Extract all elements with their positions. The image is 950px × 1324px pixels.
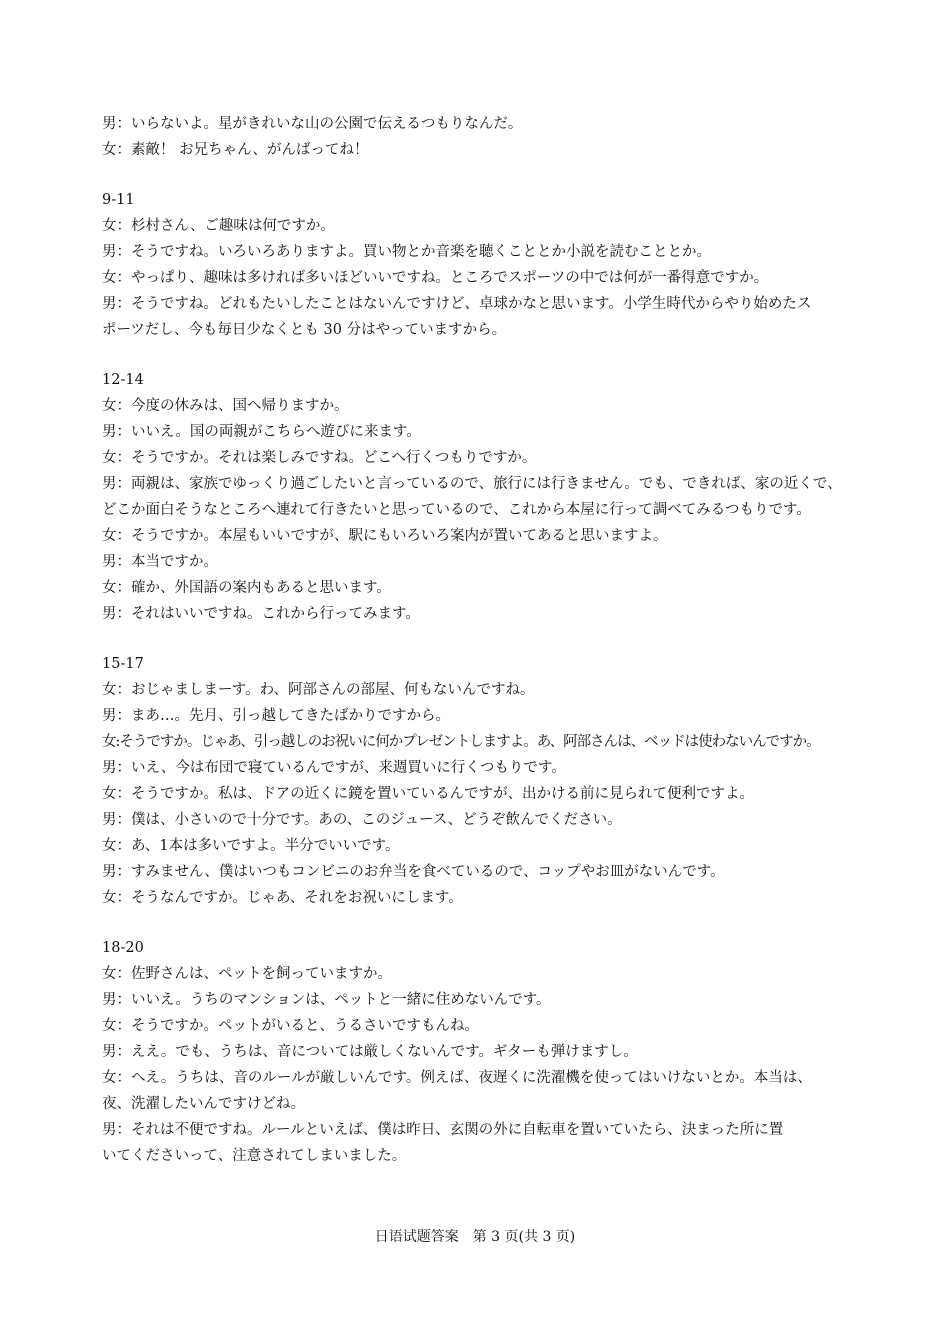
dialogue-line: 女：そうなんですか。じゃあ、それをお祝いにします。 <box>102 890 463 906</box>
dialogue-line: 女：あ、1本は多いですよ。半分でいいです。 <box>102 838 400 854</box>
dialogue-line: 女：確か、外国語の案内もあると思います。 <box>102 580 391 596</box>
dialogue-line: 男：いいえ。うちのマンションは、ペットと一緒に住めないんです。 <box>102 992 551 1008</box>
dialogue-line: 女：そうですか。それは楽しみですね。どこへ行くつもりですか。 <box>102 450 537 466</box>
dialogue-line: 女:そうですか。じゃあ、引っ越しのお祝いに何かプレゼントしますよ。あ、阿部さんは、ベッドは使わないんですか。 <box>102 734 820 750</box>
dialogue-line: 男：それは不便ですね。ルールといえば、僕は昨日、玄関の外に自転車を置いていたら、決まった所に置 <box>102 1122 784 1138</box>
page-footer: 日语试题答案 第 3 页(共 3 页) <box>374 1229 576 1245</box>
dialogue-line: どこか面白そうなところへ連れて行きたいと思っているので、これから本屋に行って調べてみるつもりです。 <box>102 502 811 518</box>
dialogue-line: 男：そうですね。いろいろありますよ。買い物とか音楽を聴くこととか小説を読むこととか。 <box>102 244 711 260</box>
dialogue-line: 男：いらないよ。星がきれいな山の公園で伝えるつもりなんだ。 <box>102 116 523 132</box>
dialogue-line: 女：素敵！ お兄ちゃん、がんばってね！ <box>102 142 369 158</box>
dialogue-line: 男：ええ。でも、うちは、音については厳しくないんです。ギターも弾けますし。 <box>102 1044 638 1060</box>
section-label: 18-20 <box>102 940 144 956</box>
section-15-17 <box>102 651 862 911</box>
dialogue-line: 女：今度の休みは、国へ帰りますか。 <box>102 398 349 414</box>
section-label: 15-17 <box>102 656 144 672</box>
dialogue-line: 男：そうですね。どれもたいしたことはないんですけど、卓球かなと思います。小学生時代からやり始めたス <box>102 296 812 312</box>
dialogue-line: 男：いえ、今は布団で寝ているんですが、来週買いに行くつもりです。 <box>102 760 566 776</box>
dialogue-line: 男：まあ…。先月、引っ越してきたばかりですから。 <box>102 708 450 724</box>
dialogue-line: 女：そうですか。本屋もいいですが、駅にもいろいろ案内が置いてあると思いますよ。 <box>102 528 668 544</box>
dialogue-line: ポーツだし、今も毎日少なくとも 30 分はやっていますから。 <box>102 322 507 338</box>
dialogue-line: 男：すみません、僕はいつもコンビニのお弁当を食べているので、コップやお皿がないんです。 <box>102 864 725 880</box>
section-label: 12-14 <box>102 372 144 388</box>
intro-block <box>102 111 862 163</box>
document-body <box>102 111 862 1169</box>
dialogue-line: 男：両親は、家族でゆっくり過ごしたいと言っているので、旅行には行きません。でも、できれば、家の近くで、 <box>102 476 842 492</box>
dialogue-line: 夜、洗濯したいんですけどね。 <box>102 1096 305 1112</box>
section-9-11 <box>102 187 862 343</box>
dialogue-line: 女：そうですか。ペットがいると、うるさいですもんね。 <box>102 1018 479 1034</box>
dialogue-line: 女：へえ。うちは、音のルールが厳しいんです。例えば、夜遅くに洗濯機を使ってはいけないとか。本当は、 <box>102 1070 812 1086</box>
dialogue-line: 女：やっぱり、趣味は多ければ多いほどいいですね。ところでスポーツの中では何が一番得意ですか。 <box>102 270 769 286</box>
dialogue-line: 女：おじゃましまーす。わ、阿部さんの部屋、何もないんですね。 <box>102 682 535 698</box>
dialogue-line: いてくださいって、注意されてしまいました。 <box>102 1148 407 1164</box>
dialogue-line: 男：それはいいですね。これから行ってみます。 <box>102 606 420 622</box>
dialogue-line: 女：そうですか。私は、ドアの近くに鏡を置いているんですが、出かける前に見られて便利ですよ。 <box>102 786 755 802</box>
dialogue-line: 女：佐野さんは、ペットを飼っていますか。 <box>102 966 392 982</box>
dialogue-line: 男：僕は、小さいので十分です。あの、このジュース、どうぞ飲んでください。 <box>102 812 622 828</box>
dialogue-line: 女：杉村さん、ご趣味は何ですか。 <box>102 218 335 234</box>
section-label: 9-11 <box>102 192 135 208</box>
section-12-14 <box>102 367 862 627</box>
dialogue-line: 男：いいえ。国の両親がこちらへ遊びに来ます。 <box>102 424 421 440</box>
section-18-20 <box>102 935 862 1169</box>
dialogue-line: 男：本当ですか。 <box>102 554 218 570</box>
